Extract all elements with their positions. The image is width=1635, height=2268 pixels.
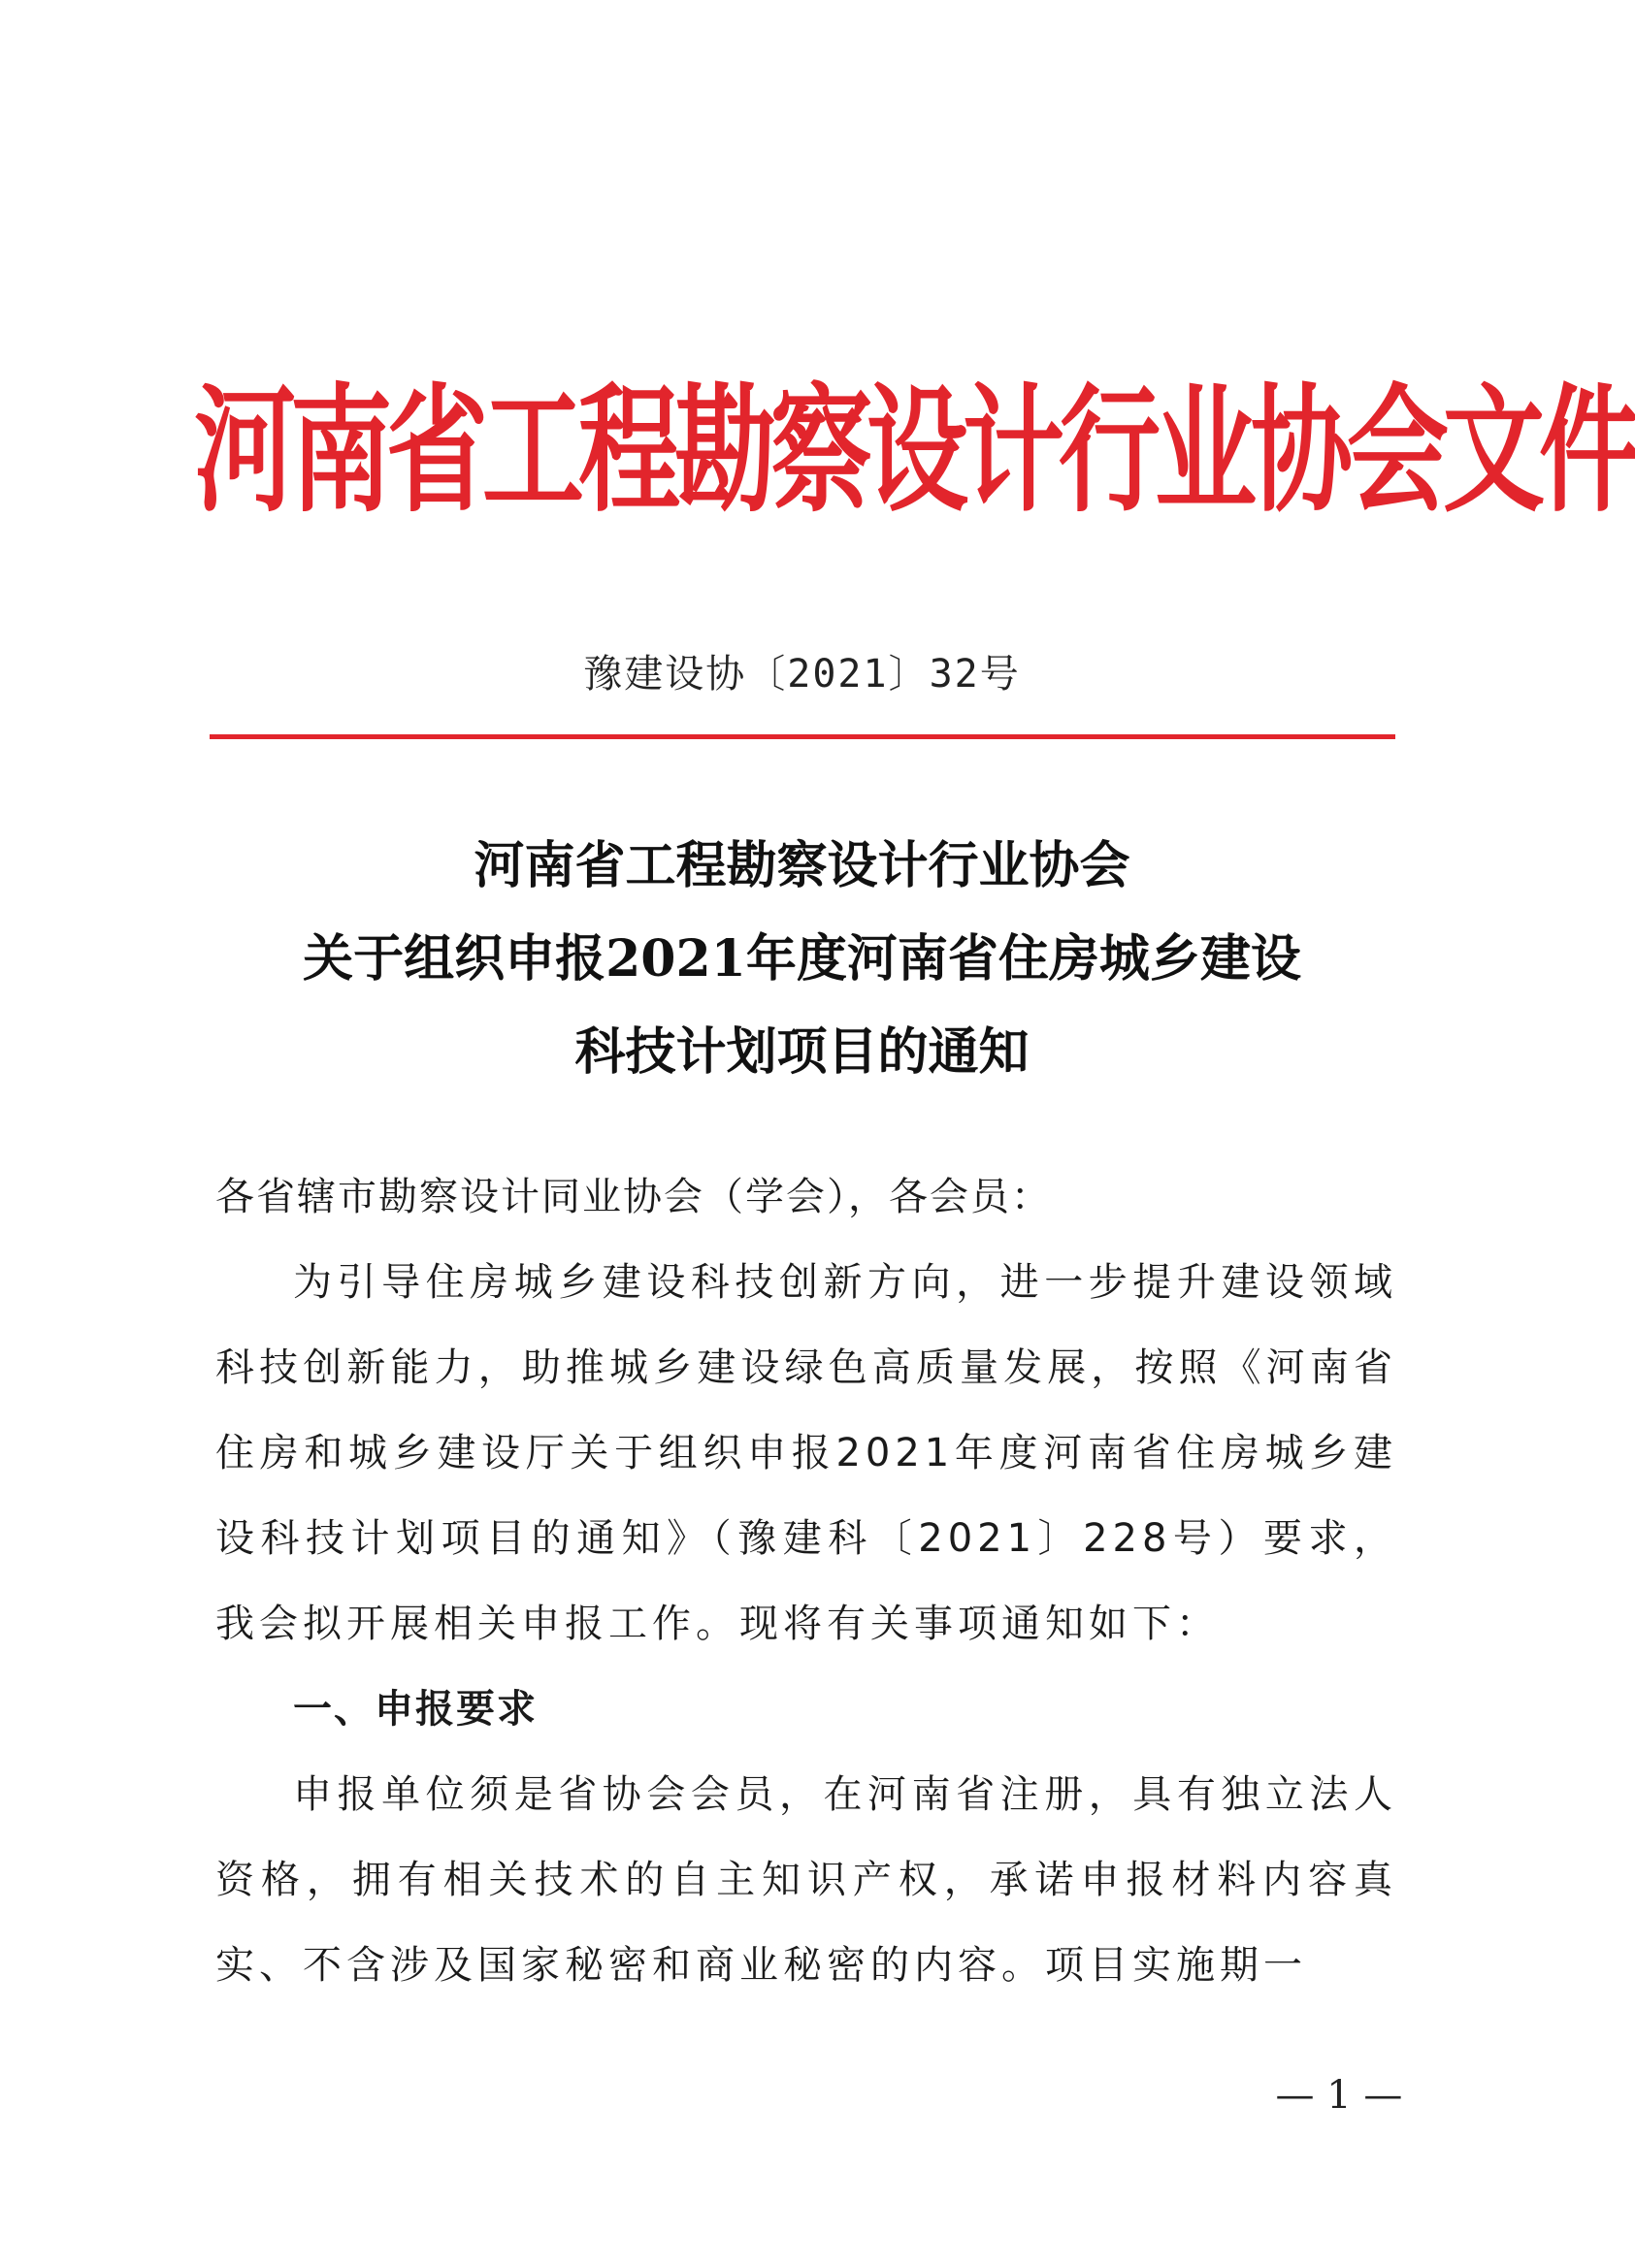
document-number: 豫建设协〔2021〕32号 (583, 652, 1021, 697)
section-heading-requirements: 一、申报要求 (293, 1687, 538, 1732)
title-line-2: 关于组织申报2021年度河南省住房城乡建设 (303, 929, 1301, 988)
letterhead-title: 河南省工程勘察设计行业协会文件 (194, 371, 1635, 532)
page-number: — 1 — (1275, 2073, 1403, 2118)
notice-body (215, 1154, 1397, 2008)
title-line-1: 河南省工程勘察设计行业协会 (474, 836, 1130, 895)
salutation: 各省辖市勘察设计同业协会（学会），各会员： (215, 1175, 1052, 1219)
letterhead (194, 320, 1635, 543)
title-line-3: 科技计划项目的通知 (574, 1022, 1030, 1082)
red-divider (210, 734, 1395, 739)
notice-title (0, 820, 1604, 1099)
paragraph-intro: 为引导住房城乡建设科技创新方向，进一步提升建设领域科技创新能力，助推城乡建设绿色高质量发展，按照《河南省住房和城乡建设厅关于组织申报2021年度河南省住房城乡建设科技计划项目的通知》（豫建科〔2021〕228号）要求，我会拟开展相关申报工作。现将有关事项通知如下： (215, 1260, 1397, 1646)
paragraph-requirements: 申报单位须是省协会会员，在河南省注册，具有独立法人资格，拥有相关技术的自主知识产权，承诺申报材料内容真实、不含涉及国家秘密和商业秘密的内容。项目实施期一 (215, 1772, 1397, 1988)
